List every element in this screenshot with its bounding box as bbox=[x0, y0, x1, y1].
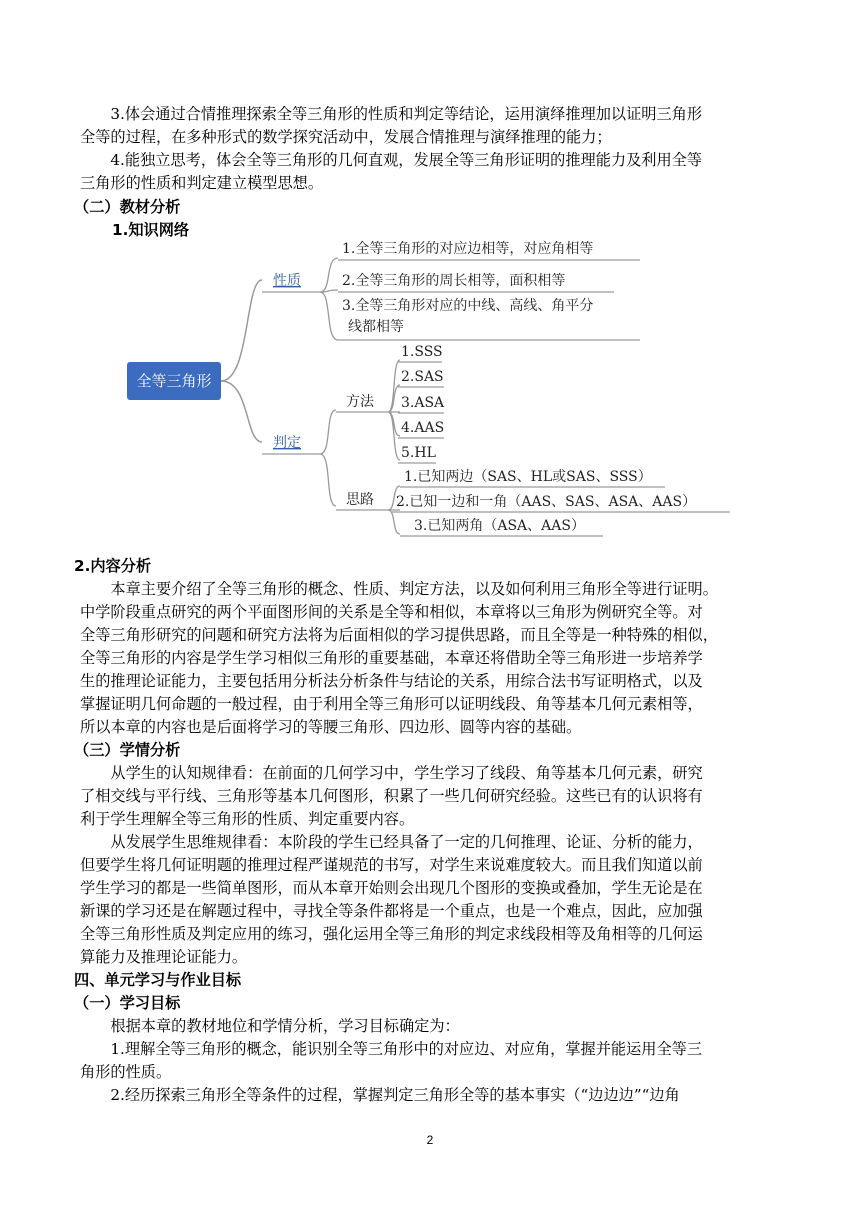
text-line: 本章主要介绍了全等三角形的概念、性质、判定方法，以及如何利用三角形全等进行证明。 bbox=[110, 580, 718, 598]
idea-label: 思路 bbox=[346, 492, 374, 508]
paragraph-content-analysis bbox=[80, 578, 786, 739]
text-line: 全等三角形性质及判定应用的练习，强化运用全等三角形的判定求线段相等及角相等的几何运 bbox=[80, 925, 703, 943]
property-item-1: 1.全等三角形的对应边相等，对应角相等 bbox=[342, 241, 594, 257]
method-item-4: 4.AAS bbox=[401, 420, 445, 436]
text-line: 但要学生将几何证明题的推理过程严谨规范的书写，对学生来说难度较大。而且我们知道以前 bbox=[80, 856, 703, 874]
text-line: 新课的学习还是在解题过程中，寻找全等条件都将是一个重点，也是一个难点，因此，应加强 bbox=[80, 902, 703, 920]
method-item-1: 1.SSS bbox=[401, 344, 443, 360]
text-line: 所以本章的内容也是后面将学习的等腰三角形、四边形、圆等内容的基础。 bbox=[80, 718, 582, 736]
connector-root-property bbox=[221, 280, 262, 381]
text-line: 4.能独立思考，体会全等三角形的几何直观，发展全等三角形证明的推理能力及利用全等 bbox=[110, 151, 703, 169]
text-line: 中学阶段重点研究的两个平面图形间的关系是全等和相似，本章将以三角形为例研究全等。对 bbox=[80, 603, 703, 621]
paragraph-students-2 bbox=[80, 831, 786, 969]
method-item-3: 3.ASA bbox=[401, 395, 445, 411]
text-line: 利于学生理解全等三角形的性质、判定重要内容。 bbox=[80, 810, 415, 828]
paragraph-students-1 bbox=[80, 762, 786, 831]
connector-judge-sub bbox=[320, 410, 336, 506]
connector-property-items bbox=[320, 258, 338, 340]
heading-learning-goals: （一）学习目标 bbox=[74, 994, 181, 1012]
text-line: 角形的性质。 bbox=[80, 1063, 172, 1081]
text-line: 三角形的性质和判定建立模型思想。 bbox=[80, 174, 323, 192]
paragraph-goal-2 bbox=[80, 1084, 786, 1107]
text-line: 全等的过程，在多种形式的数学探究活动中，发展合情推理与演绎推理的能力； bbox=[80, 128, 612, 146]
mindmap-branch-judge: 判定 bbox=[273, 435, 301, 451]
idea-item-3: 3.已知两角（ASA、AAS） bbox=[414, 518, 585, 534]
text-line: 2.经历探索三角形全等条件的过程，掌握判定三角形全等的基本事实（“边边边”“边角 bbox=[110, 1086, 680, 1104]
paragraph-goal-1 bbox=[80, 1038, 786, 1084]
paragraph-goal-intro bbox=[80, 1015, 786, 1038]
text-line: 全等三角形研究的问题和研究方法将为后面相似的学习提供思路，而且全等是一种特殊的相似， bbox=[80, 626, 718, 644]
method-item-2: 2.SAS bbox=[401, 369, 444, 385]
connector-method-items bbox=[388, 360, 400, 460]
paragraph-goal-4 bbox=[80, 149, 786, 195]
heading-student-analysis: （三）学情分析 bbox=[74, 741, 181, 759]
mindmap-root-label: 全等三角形 bbox=[136, 372, 212, 390]
heading-textbook-analysis: （二）教材分析 bbox=[74, 198, 181, 216]
text-line: 1.理解全等三角形的概念，能识别全等三角形中的对应边、对应角，掌握并能运用全等三 bbox=[110, 1040, 703, 1058]
text-line: 生的推理论证能力，主要包括用分析法分析条件与结论的关系，用综合法书写证明格式，以及 bbox=[80, 672, 703, 690]
paragraph-goal-3 bbox=[80, 103, 786, 149]
heading-content-analysis: 2.内容分析 bbox=[74, 557, 152, 575]
text-line: 从学生的认知规律看：在前面的几何学习中，学生学习了线段、角等基本几何元素，研究 bbox=[110, 764, 703, 782]
page-number: 2 bbox=[426, 1133, 434, 1147]
property-item-2: 2.全等三角形的周长相等，面积相等 bbox=[342, 273, 566, 289]
text-line: 算能力及推理论证能力。 bbox=[80, 948, 248, 966]
property-item-3: 3.全等三角形对应的中线、高线、角平分 bbox=[342, 298, 594, 314]
method-label: 方法 bbox=[346, 394, 374, 410]
text-line: 全等三角形的内容是学生学习相似三角形的重要基础，本章还将借助全等三角形进一步培养学 bbox=[80, 649, 703, 667]
text-line: 3.体会通过合情推理探索全等三角形的性质和判定等结论，运用演绎推理加以证明三角形 bbox=[110, 105, 703, 123]
knowledge-mindmap bbox=[120, 238, 740, 550]
text-line: 根据本章的教材地位和学情分析，学习目标确定为： bbox=[110, 1017, 460, 1035]
text-line: 学生学习的都是一些简单图形，而从本章开始则会出现几个图形的变换或叠加，学生无论是在 bbox=[80, 879, 703, 897]
text-line: 掌握证明几何命题的一般过程，由于利用全等三角形可以证明线段、角等基本几何元素相等， bbox=[80, 695, 703, 713]
method-item-5: 5.HL bbox=[401, 445, 436, 461]
mindmap-branch-property: 性质 bbox=[273, 273, 301, 289]
connector-root-judge bbox=[221, 381, 262, 442]
idea-item-2: 2.已知一边和一角（AAS、SAS、ASA、AAS） bbox=[396, 494, 697, 510]
text-line: 从发展学生思维规律看：本阶段的学生已经具备了一定的几何推理、论证、分析的能力， bbox=[110, 833, 703, 851]
property-item-3-cont: 线都相等 bbox=[348, 319, 404, 335]
heading-section-4: 四、单元学习与作业目标 bbox=[74, 971, 242, 989]
text-line: 了相交线与平行线、三角形等基本几何图形，积累了一些几何研究经验。这些已有的认识将有 bbox=[80, 787, 703, 805]
idea-item-1: 1.已知两边（SAS、HL或SAS、SSS） bbox=[404, 469, 652, 485]
heading-knowledge-network: 1.知识网络 bbox=[112, 221, 190, 239]
